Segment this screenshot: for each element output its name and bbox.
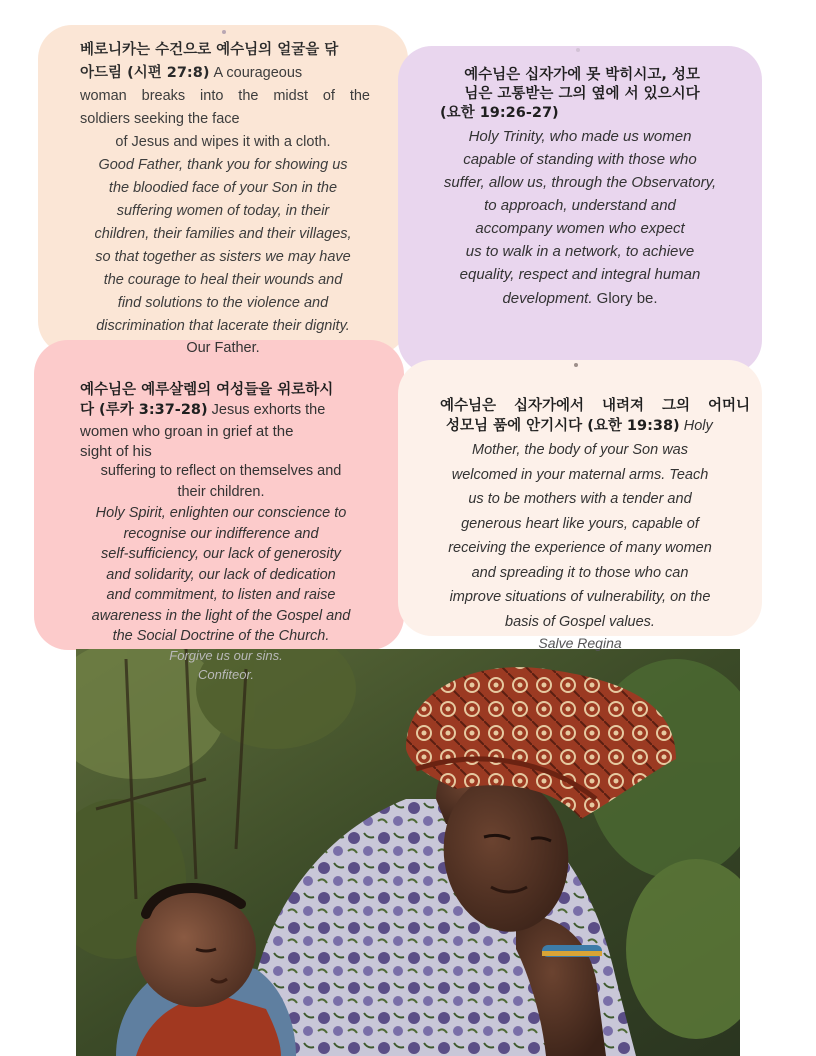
decorative-dot	[574, 363, 578, 367]
card1-intro-start: A courageous	[209, 65, 303, 81]
card3-heading-line2	[80, 400, 380, 421]
card2-heading-scripture: (요한 19:26-27)	[440, 105, 559, 121]
card1-prayer-line: Good Father, thank you for showing us	[98, 157, 348, 173]
card2-heading-line2: 님은 고통받는 그의 옆에 서 있으시다	[464, 86, 700, 102]
station-card-veronica	[38, 25, 408, 355]
station-card-women-of-jerusalem	[34, 340, 404, 650]
card1-prayer-line: discrimination that lacerate their dignity.	[96, 318, 350, 334]
card1-prayer-line: the courage to heal their wounds and	[103, 272, 343, 288]
card3-intro-line6: their children.	[177, 484, 265, 500]
card4-prayer-line: and spreading it to those who can	[471, 564, 689, 581]
card1-heading-line2	[80, 61, 370, 85]
card3-prayer-line: recognise our indifference and	[123, 525, 319, 542]
card1-prayer-line: suffering women of today, in their	[116, 203, 330, 219]
card2-prayer-line: accompany women who expect	[475, 220, 685, 237]
card1-prayer-line: find solutions to the violence and	[117, 295, 329, 311]
card3-overflow-line1: Forgive us our sins.	[169, 648, 283, 663]
card1-intro-line3: woman breaks into the midst of the	[80, 88, 370, 104]
card4-prayer-line: Mother, the body of your Son was	[471, 442, 688, 458]
card2-prayer-end: development.	[502, 290, 593, 307]
photo-woman-with-baby	[76, 649, 740, 1056]
card3-intro-start: Jesus exhorts the	[207, 402, 326, 418]
card3-prayer-line: and commitment, to listen and raise	[106, 587, 336, 603]
card3-heading-scripture: 다 (루카 3:37-28)	[80, 402, 208, 418]
card3-prayer-line: and solidarity, our lack of dedication	[106, 566, 336, 583]
card2-prayer-line: us to walk in a network, to achieve	[465, 243, 695, 260]
card4-closing: Salve Regina	[538, 635, 622, 651]
card4-prayer-line: improve situations of vulnerability, on the	[449, 589, 711, 605]
card2-prayer-line: equality, respect and integral human	[459, 266, 701, 283]
card1-intro-line5: of Jesus and wipes it with a cloth.	[115, 134, 331, 150]
card4-prayer-line: us to be mothers with a tender and	[468, 491, 692, 507]
card4-prayer-line: generous heart like yours, capable of	[461, 515, 699, 532]
card3-prayer-line: self-sufficiency, our lack of generosity	[101, 546, 341, 562]
decorative-dot	[576, 48, 580, 52]
card3-prayer-line: awareness in the light of the Gospel and	[91, 607, 351, 624]
card1-heading-line1: 베로니카는 수건으로 예수님의 얼굴을 닦	[80, 42, 339, 58]
card4-prayer-start: Holy	[679, 418, 713, 434]
card4-prayer-line: receiving the experience of many women	[448, 540, 712, 556]
station-card-deposition	[398, 360, 762, 636]
card4-heading-line2	[420, 416, 750, 436]
card3-heading-line1: 예수님은 예루살렘의 여성들을 위로하시	[80, 382, 334, 398]
card2-prayer-line: Holy Trinity, who made us women	[468, 128, 692, 145]
station-card-crucifixion	[398, 46, 762, 374]
card3-prayer-line: Holy Spirit, enlighten our conscience to	[95, 505, 347, 521]
card4-heading-scripture: 성모님 품에 안기시다 (요한 19:38)	[446, 418, 680, 434]
card3-intro-line4: sight of his	[80, 443, 152, 460]
card4-prayer-line: welcomed in your maternal arms. Teach	[451, 466, 709, 483]
card2-prayer-line: capable of standing with those who	[463, 151, 697, 168]
card1-closing: Our Father.	[186, 340, 260, 356]
card3-overflow-line2: Confiteor.	[198, 667, 254, 682]
decorative-dot	[222, 30, 226, 34]
card2-closing: Glory be.	[592, 290, 658, 307]
card3-intro-line5: suffering to reflect on themselves and	[100, 463, 342, 479]
card3-intro-line3: women who groan in grief at the	[80, 423, 294, 440]
card1-prayer-line: so that together as sisters we may have	[95, 249, 351, 265]
card1-intro-line4: soldiers seeking the face	[80, 111, 240, 127]
card2-prayer-line: to approach, understand and	[484, 197, 676, 214]
card3-prayer-line: the Social Doctrine of the Church.	[112, 628, 330, 644]
card1-prayer-line: the bloodied face of your Son in the	[108, 180, 338, 196]
card2-heading-line1: 예수님은 십자가에 못 박히시고, 성모	[464, 67, 700, 83]
card4-prayer-line: basis of Gospel values.	[505, 613, 655, 630]
card2-prayer-line: suffer, allow us, through the Observatory,	[443, 174, 717, 191]
card1-heading-scripture: 아드림 (시편 27:8)	[80, 65, 210, 81]
card4-heading-line1: 예수님은 십자가에서 내려져 그의 어머니	[440, 398, 750, 414]
card2-prayer-last-line	[408, 286, 752, 311]
card1-prayer-line: children, their families and their villages,	[94, 226, 352, 242]
